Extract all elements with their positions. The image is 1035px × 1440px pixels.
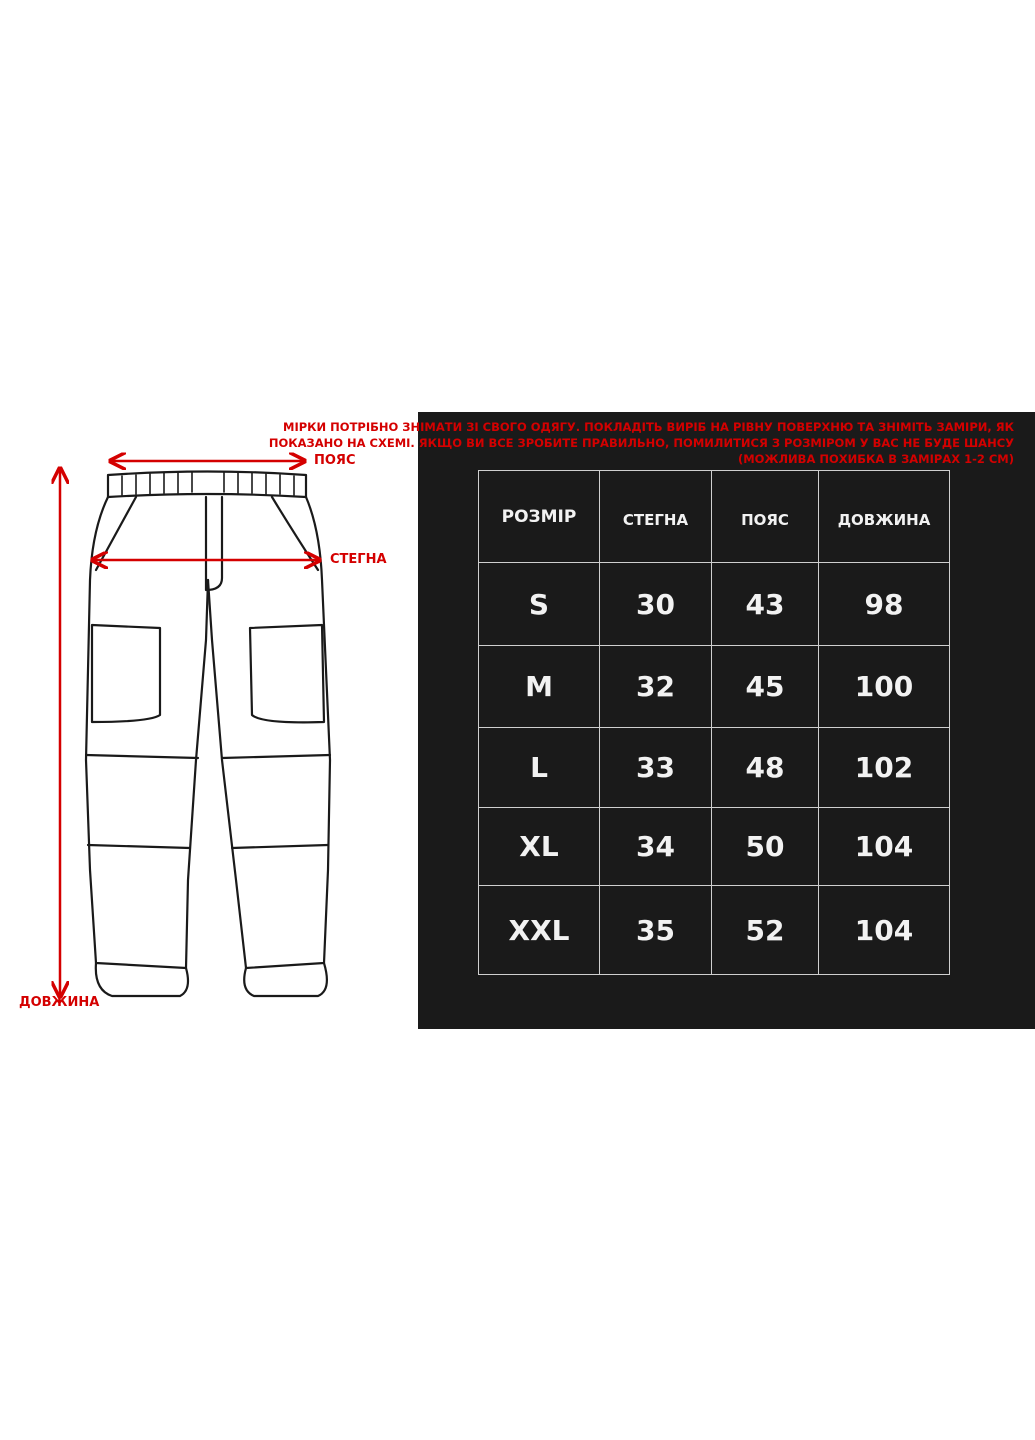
header-waist: ПОЯС xyxy=(712,471,819,563)
instructions-line-2: ПОКАЗАНО НА СХЕМІ. ЯКЩО ВИ ВСЕ ЗРОБИТЕ ПРАВИЛЬНО, ПОМИЛИТИСЯ З РОЗМІРОМ У ВАС НЕ БУДЕ ШАНСУ xyxy=(268,436,1014,450)
hips-cell: 33 xyxy=(600,728,712,808)
table-row xyxy=(479,728,950,808)
length-cell: 104 xyxy=(819,808,950,886)
right-knee-seam-bottom xyxy=(232,845,328,848)
table-row xyxy=(479,646,950,728)
size-table xyxy=(478,470,950,975)
hips-cell: 35 xyxy=(600,886,712,975)
size-cell: M xyxy=(479,646,600,728)
table-row xyxy=(479,808,950,886)
waistband-ribbing xyxy=(122,472,294,495)
header-size: РОЗМІР xyxy=(479,471,600,563)
waist-cell: 50 xyxy=(712,808,819,886)
left-leg-outline xyxy=(86,497,208,968)
table-row xyxy=(479,563,950,646)
right-leg-outline xyxy=(208,497,330,968)
length-label: ДОВЖИНА xyxy=(19,995,100,1010)
instructions-line-1: МІРКИ ПОТРІБНО ЗНІМАТИ ЗІ СВОГО ОДЯГУ. ПОКЛАДІТЬ ВИРІБ НА РІВНУ ПОВЕРХНЮ ТА ЗНІМІТЬ ЗАМІРИ, ЯК xyxy=(283,420,1014,434)
waist-label: ПОЯС xyxy=(314,453,356,468)
fly-seam xyxy=(206,497,222,590)
left-knee-seam-bottom xyxy=(88,845,190,848)
left-cargo-pocket xyxy=(92,625,160,722)
hips-label: СТЕГНА xyxy=(330,552,387,567)
right-knee-seam-top xyxy=(222,755,330,758)
header-length: ДОВЖИНА xyxy=(819,471,950,563)
table-header-row xyxy=(479,471,950,563)
instructions-line-3: (МОЖЛИВА ПОХИБКА В ЗАМІРАХ 1-2 СМ) xyxy=(737,452,1014,466)
length-cell: 98 xyxy=(819,563,950,646)
pants-diagram xyxy=(0,400,420,1040)
waist-cell: 52 xyxy=(712,886,819,975)
pants-outline xyxy=(86,472,330,997)
waist-cell: 45 xyxy=(712,646,819,728)
left-knee-seam-top xyxy=(86,755,198,758)
waist-cell: 43 xyxy=(712,563,819,646)
size-cell: XXL xyxy=(479,886,600,975)
hips-cell: 30 xyxy=(600,563,712,646)
size-cell: L xyxy=(479,728,600,808)
hips-cell: 34 xyxy=(600,808,712,886)
table-row xyxy=(479,886,950,975)
length-cell: 104 xyxy=(819,886,950,975)
length-cell: 100 xyxy=(819,646,950,728)
header-hips: СТЕГНА xyxy=(600,471,712,563)
hips-cell: 32 xyxy=(600,646,712,728)
size-cell: S xyxy=(479,563,600,646)
size-cell: XL xyxy=(479,808,600,886)
right-cargo-pocket xyxy=(250,625,324,722)
waist-cell: 48 xyxy=(712,728,819,808)
waistband-shape xyxy=(108,472,306,498)
length-cell: 102 xyxy=(819,728,950,808)
